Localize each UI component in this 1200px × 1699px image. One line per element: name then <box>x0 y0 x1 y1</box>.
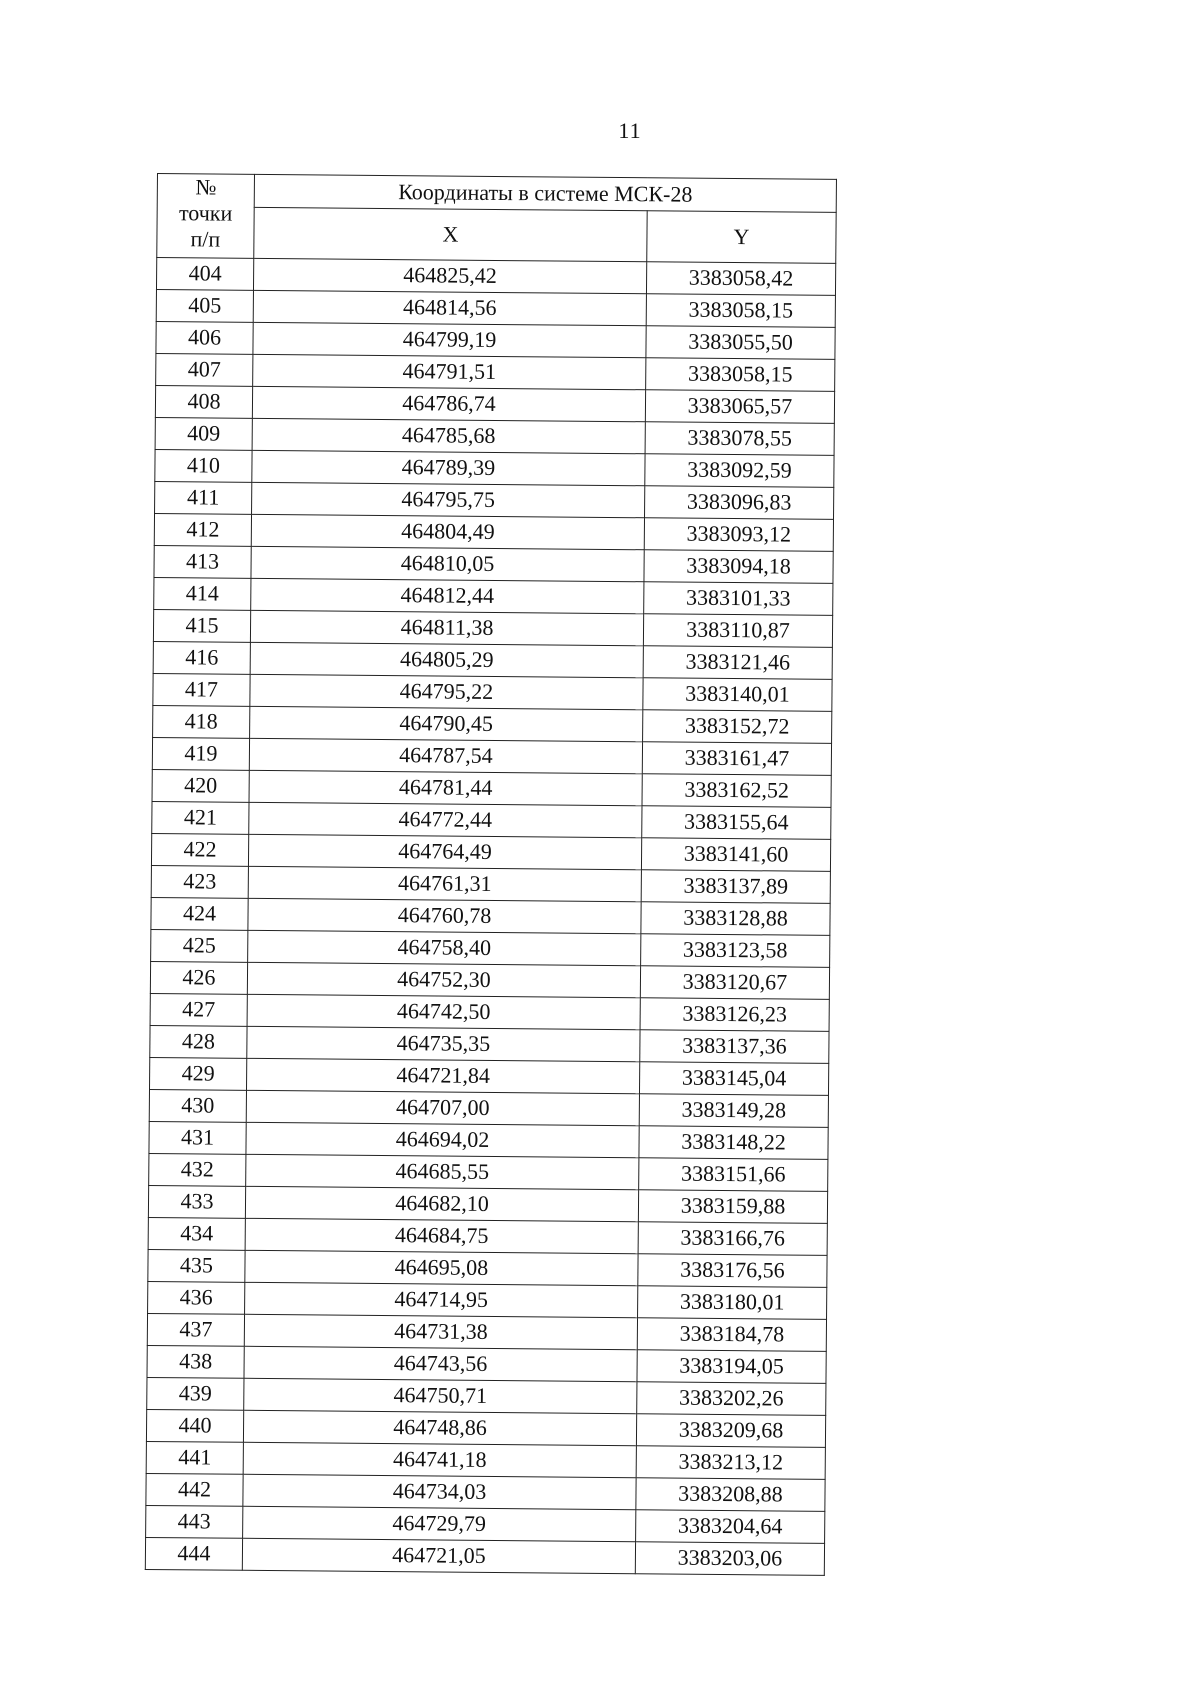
y-coordinate-cell: 3383121,46 <box>643 646 832 680</box>
x-column-header: X <box>254 207 647 261</box>
y-coordinate-cell: 3383110,87 <box>643 614 832 648</box>
y-coordinate-cell: 3383184,78 <box>637 1318 826 1352</box>
x-coordinate-cell: 464795,75 <box>252 482 645 517</box>
y-coordinate-cell: 3383204,64 <box>636 1510 825 1544</box>
x-coordinate-cell: 464682,10 <box>245 1186 638 1221</box>
point-number-cell: 432 <box>149 1153 246 1186</box>
x-coordinate-cell: 464791,51 <box>253 354 646 389</box>
point-number-cell: 431 <box>149 1121 246 1154</box>
coordinate-system-header: Координаты в системе МСК-28 <box>254 174 836 212</box>
x-coordinate-cell: 464799,19 <box>253 322 646 357</box>
point-number-cell: 441 <box>146 1441 243 1474</box>
point-number-cell: 439 <box>147 1377 244 1410</box>
point-number-cell: 422 <box>151 833 248 866</box>
y-coordinate-cell: 3383194,05 <box>637 1350 826 1384</box>
x-coordinate-cell: 464731,38 <box>244 1314 637 1349</box>
point-number-cell: 426 <box>150 961 247 994</box>
x-coordinate-cell: 464810,05 <box>251 546 644 581</box>
point-number-cell: 409 <box>155 417 252 450</box>
x-coordinate-cell: 464735,35 <box>247 1026 640 1061</box>
x-coordinate-cell: 464721,84 <box>246 1058 639 1093</box>
y-coordinate-cell: 3383126,23 <box>640 998 829 1032</box>
y-coordinate-cell: 3383213,12 <box>636 1446 825 1480</box>
y-coordinate-cell: 3383101,33 <box>644 582 833 616</box>
x-coordinate-cell: 464811,38 <box>250 610 643 645</box>
x-coordinate-cell: 464750,71 <box>244 1378 637 1413</box>
x-coordinate-cell: 464714,95 <box>245 1282 638 1317</box>
y-coordinate-cell: 3383128,88 <box>641 902 830 936</box>
y-coordinate-cell: 3383166,76 <box>638 1222 827 1256</box>
point-number-cell: 414 <box>154 577 251 610</box>
y-coordinate-cell: 3383120,67 <box>640 966 829 1000</box>
y-coordinate-cell: 3383065,57 <box>645 390 834 424</box>
y-coordinate-cell: 3383094,18 <box>644 550 833 584</box>
point-number-cell: 440 <box>146 1409 243 1442</box>
point-number-header-line: № <box>195 174 217 200</box>
x-coordinate-cell: 464814,56 <box>253 290 646 325</box>
y-coordinate-cell: 3383092,59 <box>645 454 834 488</box>
x-coordinate-cell: 464825,42 <box>253 258 646 293</box>
table-body <box>145 258 835 1576</box>
x-coordinate-cell: 464742,50 <box>247 994 640 1029</box>
y-coordinate-cell: 3383155,64 <box>642 806 831 840</box>
point-number-cell: 415 <box>153 609 250 642</box>
y-coordinate-cell: 3383161,47 <box>642 742 831 776</box>
point-number-cell: 423 <box>151 865 248 898</box>
point-number-cell: 442 <box>146 1473 243 1506</box>
y-coordinate-cell: 3383093,12 <box>644 518 833 552</box>
x-coordinate-cell: 464684,75 <box>245 1218 638 1253</box>
y-coordinate-cell: 3383055,50 <box>646 326 835 360</box>
x-coordinate-cell: 464707,00 <box>246 1090 639 1125</box>
point-number-cell: 427 <box>150 993 247 1026</box>
point-number-cell: 417 <box>153 673 250 706</box>
point-number-cell: 413 <box>154 545 251 578</box>
point-number-cell: 416 <box>153 641 250 674</box>
y-coordinate-cell: 3383137,36 <box>640 1030 829 1064</box>
x-coordinate-cell: 464786,74 <box>252 386 645 421</box>
y-coordinate-cell: 3383159,88 <box>638 1190 827 1224</box>
point-number-cell: 430 <box>149 1089 246 1122</box>
x-coordinate-cell: 464743,56 <box>244 1346 637 1381</box>
y-coordinate-cell: 3383202,26 <box>637 1382 826 1416</box>
coordinates-table <box>145 173 837 1576</box>
x-coordinate-cell: 464758,40 <box>248 930 641 965</box>
point-number-cell: 411 <box>155 481 252 514</box>
point-number-cell: 433 <box>148 1185 245 1218</box>
header-row-columns <box>157 207 836 264</box>
x-coordinate-cell: 464741,18 <box>243 1442 636 1477</box>
x-coordinate-cell: 464734,03 <box>243 1474 636 1509</box>
y-coordinate-cell: 3383141,60 <box>641 838 830 872</box>
y-coordinate-cell: 3383058,15 <box>646 294 835 328</box>
point-number-cell: 421 <box>152 801 249 834</box>
x-coordinate-cell: 464695,08 <box>245 1250 638 1285</box>
x-coordinate-cell: 464721,05 <box>242 1538 635 1573</box>
y-coordinate-cell: 3383208,88 <box>636 1478 825 1512</box>
page-number: 11 <box>618 118 642 143</box>
point-number-cell: 407 <box>156 353 253 386</box>
y-coordinate-cell: 3383162,52 <box>642 774 831 808</box>
y-coordinate-cell: 3383096,83 <box>645 486 834 520</box>
x-coordinate-cell: 464790,45 <box>250 706 643 741</box>
x-coordinate-cell: 464764,49 <box>248 834 641 869</box>
x-coordinate-cell: 464694,02 <box>246 1122 639 1157</box>
x-coordinate-cell: 464781,44 <box>249 770 642 805</box>
point-number-header <box>157 174 255 259</box>
point-number-cell: 410 <box>155 449 252 482</box>
x-coordinate-cell: 464785,68 <box>252 418 645 453</box>
x-coordinate-cell: 464789,39 <box>252 450 645 485</box>
point-number-cell: 420 <box>152 769 249 802</box>
y-coordinate-cell: 3383151,66 <box>639 1158 828 1192</box>
y-coordinate-cell: 3383148,22 <box>639 1126 828 1160</box>
x-coordinate-cell: 464752,30 <box>247 962 640 997</box>
point-number-cell: 404 <box>156 258 253 291</box>
point-number-cell: 443 <box>146 1505 243 1538</box>
table-header <box>157 174 837 264</box>
point-number-cell: 405 <box>156 289 253 322</box>
point-number-cell: 418 <box>153 705 250 738</box>
x-coordinate-cell: 464795,22 <box>250 674 643 709</box>
y-coordinate-cell: 3383176,56 <box>638 1254 827 1288</box>
y-coordinate-cell: 3383140,01 <box>643 678 832 712</box>
x-coordinate-cell: 464685,55 <box>246 1154 639 1189</box>
y-column-header: Y <box>647 211 836 264</box>
x-coordinate-cell: 464805,29 <box>250 642 643 677</box>
point-number-cell: 444 <box>145 1537 242 1570</box>
y-coordinate-cell: 3383209,68 <box>636 1414 825 1448</box>
y-coordinate-cell: 3383123,58 <box>641 934 830 968</box>
point-number-cell: 429 <box>150 1057 247 1090</box>
point-number-cell: 428 <box>150 1025 247 1058</box>
x-coordinate-cell: 464772,44 <box>249 802 642 837</box>
point-number-cell: 412 <box>154 513 251 546</box>
x-coordinate-cell: 464812,44 <box>251 578 644 613</box>
point-number-cell: 419 <box>152 737 249 770</box>
point-number-cell: 408 <box>155 385 252 418</box>
point-number-cell: 406 <box>156 321 253 354</box>
y-coordinate-cell: 3383203,06 <box>635 1542 824 1576</box>
x-coordinate-cell: 464760,78 <box>248 898 641 933</box>
point-number-header-line: п/п <box>190 226 221 252</box>
point-number-cell: 437 <box>147 1313 244 1346</box>
y-coordinate-cell: 3383078,55 <box>645 422 834 456</box>
y-coordinate-cell: 3383058,42 <box>646 262 835 296</box>
x-coordinate-cell: 464761,31 <box>248 866 641 901</box>
y-coordinate-cell: 3383137,89 <box>641 870 830 904</box>
point-number-cell: 434 <box>148 1217 245 1250</box>
y-coordinate-cell: 3383145,04 <box>639 1062 828 1096</box>
point-number-cell: 438 <box>147 1345 244 1378</box>
point-number-header-line: точки <box>178 200 233 226</box>
x-coordinate-cell: 464787,54 <box>249 738 642 773</box>
x-coordinate-cell: 464729,79 <box>243 1506 636 1541</box>
y-coordinate-cell: 3383149,28 <box>639 1094 828 1128</box>
point-number-cell: 436 <box>148 1281 245 1314</box>
point-number-cell: 424 <box>151 897 248 930</box>
y-coordinate-cell: 3383180,01 <box>638 1286 827 1320</box>
table-row <box>145 1537 824 1575</box>
y-coordinate-cell: 3383152,72 <box>643 710 832 744</box>
y-coordinate-cell: 3383058,15 <box>646 358 835 392</box>
x-coordinate-cell: 464748,86 <box>243 1410 636 1445</box>
point-number-cell: 425 <box>151 929 248 962</box>
point-number-cell: 435 <box>148 1249 245 1282</box>
x-coordinate-cell: 464804,49 <box>251 514 644 549</box>
